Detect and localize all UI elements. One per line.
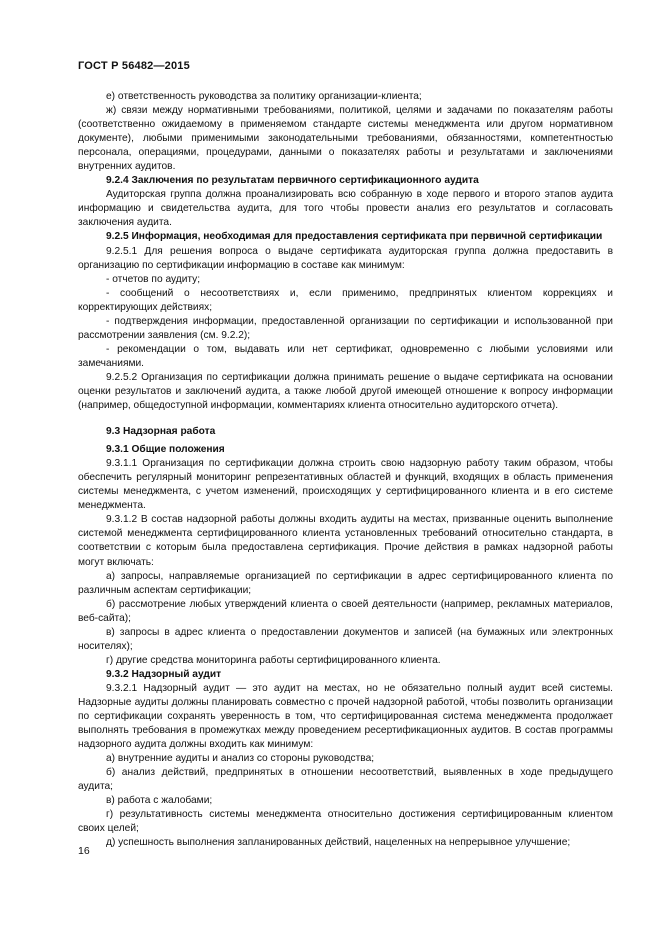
list-item: б) анализ действий, предпринятых в отношении несоответствий, выявленных в ходе предыдущего аудита;: [78, 767, 613, 793]
section-heading: 9.3.2 Надзорный аудит: [106, 668, 222, 680]
list-item: б) рассмотрение любых утверждений клиента о своей деятельности (например, рекламных материалов, веб-сайта);: [78, 598, 613, 624]
paragraph: 9.2.5.2 Организация по сертификации должна принимать решение о выдаче сертификата на основании оценки результатов и заключений аудита, а также любой другой имеющей отношение к вопросу информации (например, общедоступной информации, комментариях клиента относительно аудиторского отчета).: [78, 371, 613, 412]
list-item: г) другие средства мониторинга работы сертифицированного клиента.: [106, 654, 441, 666]
paragraph: 9.3.1.2 В состав надзорной работы должны входить аудиты на местах, призванные оценить выполнение системой менеджмента сертифицированного клиента установленных требований относительно стандарта, в соответствии с которым была предоставлена сертификация. Прочие действия в рамках надзорной работы могут включать:: [78, 514, 613, 568]
document-body: [78, 90, 613, 850]
list-item: д) успешность выполнения запланированных действий, нацеленных на непрерывное улучшение;: [106, 837, 571, 849]
page-number: 16: [78, 845, 90, 857]
list-item: - рекомендации о том, выдавать или нет сертификат, одновременно с любыми условиями или замечаниями.: [78, 343, 613, 369]
list-item: в) работа с жалобами;: [106, 795, 213, 807]
paragraph: 9.2.5.1 Для решения вопроса о выдаче сертификата аудиторская группа должна предоставить в организацию по сертификации информацию в составе как минимум:: [78, 245, 613, 271]
list-item: г) результативность системы менеджмента относительно достижения сертифицированным клиентом своих целей;: [78, 809, 613, 835]
list-item: а) запросы, направляемые организацией по сертификации в адрес сертифицированного клиента по различным аспектам сертификации;: [78, 570, 613, 596]
paragraph: Аудиторская группа должна проанализировать всю собранную в ходе первого и второго этапов аудита информацию и свидетельства аудита, для того чтобы провести анализ его результатов и согласовать заключения аудита.: [78, 189, 613, 229]
section-heading: 9.3 Надзорная работа: [106, 426, 216, 438]
list-item: в) запросы в адрес клиента о предоставлении документов и записей (на бумажных или электронных носителях);: [78, 626, 613, 652]
list-item: ж) связи между нормативными требованиями, политикой, целями и задачами по показателям работы (соответственно ожидаемому в применяемом стандарте системы менеджмента или другом нормативном документе), любыми применимыми законодательными требованиями, обязанностями, компетентностью персонала, операциями, процедурами, данными о показателях работы и результатами и заключениями внутренних аудитов.: [78, 105, 613, 173]
section-heading: 9.2.5 Информация, необходимая для предоставления сертификата при первичной сертификации: [106, 231, 603, 243]
list-item: а) внутренние аудиты и анализ со стороны руководства;: [106, 753, 375, 765]
list-item: - сообщений о несоответствиях и, если применимо, предпринятых клиентом коррекциях и корректирующих действиях;: [78, 287, 613, 313]
paragraph: 9.3.2.1 Надзорный аудит — это аудит на местах, но не обязательно полный аудит всей системы. Надзорные аудиты должны планировать совместно с прочей надзорной работой, чтобы позволить организации по сертификации сохранять уверенность в том, что сертифицированная система менеджмента продолжает выполнять требования в промежутках между проведением ресертификационных аудитов. В состав программы надзорного аудита должны входить как минимум:: [78, 682, 613, 751]
list-item: е) ответственность руководства за политику организации-клиента;: [106, 91, 422, 102]
document-header: ГОСТ Р 56482—2015: [78, 60, 190, 72]
paragraph: 9.3.1.1 Организация по сертификации должна строить свою надзорную работу таким образом, чтобы обеспечить регулярный мониторинг репрезентативных областей и функций, входящих в область применения системы менеджмента, с учетом изменений, происходящих у сертифицированного клиента и в его системе менеджмента.: [78, 458, 613, 512]
list-item: - отчетов по аудиту;: [106, 273, 201, 285]
list-item: - подтверждения информации, предоставленной организации по сертификации и использованной при рассмотрении заявления (см. 9.2.2);: [78, 315, 613, 341]
section-heading: 9.2.4 Заключения по результатам первичного сертификационного аудита: [106, 175, 479, 187]
section-heading: 9.3.1 Общие положения: [106, 444, 225, 456]
